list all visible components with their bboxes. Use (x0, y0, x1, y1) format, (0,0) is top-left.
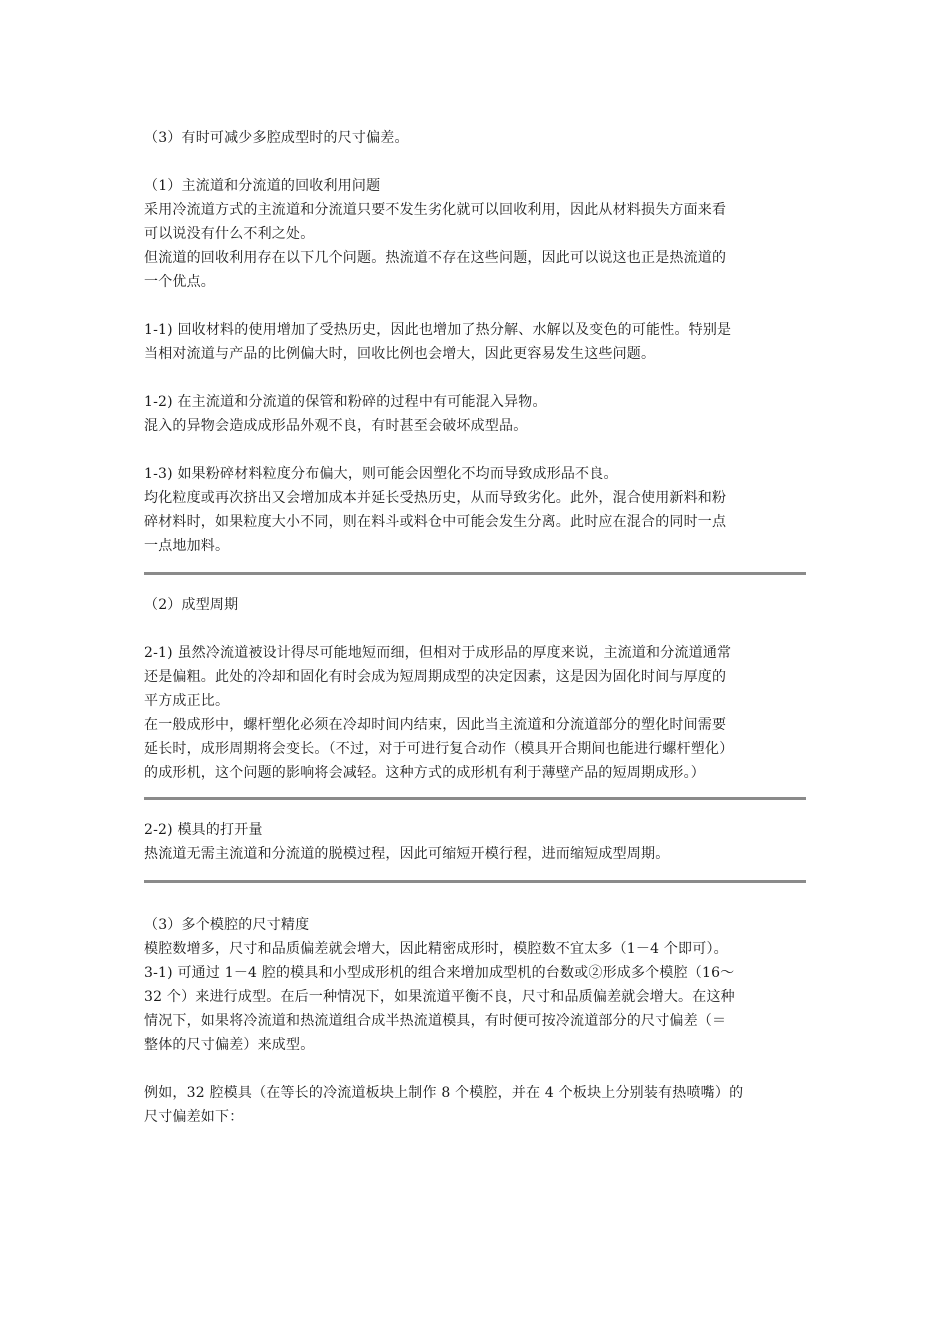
paragraph-line: 整体的尺寸偏差）来成型。 (144, 1037, 315, 1053)
paragraph-line: 碎材料时，如果粒度大小不同，则在料斗或料仓中可能会发生分离。此时应在混合的同时一点 (144, 514, 727, 530)
paragraph-line: 情况下，如果将冷流道和热流道组合成半热流道模具，有时便可按冷流道部分的尺寸偏差（＝ (144, 1013, 727, 1029)
paragraph-line: 2-2) 模具的打开量 (144, 822, 263, 838)
document-page (144, 126, 808, 1129)
paragraph-line: 还是偏粗。此处的冷却和固化有时会成为短周期成型的决定因素，这是因为固化时间与厚度的 (144, 669, 727, 685)
paragraph-line: 模腔数增多，尺寸和品质偏差就会增大，因此精密成形时，模腔数不宜太多（1－4 个即可）。 (144, 941, 728, 957)
paragraph-line: 但流道的回收利用存在以下几个问题。热流道不存在这些问题，因此可以说这也正是热流道的 (144, 250, 727, 266)
paragraph-line: 在一般成形中，螺杆塑化必须在冷却时间内结束，因此当主流道和分流道部分的塑化时间需要 (144, 717, 727, 733)
paragraph-line: 延长时，成形周期将会变长。（不过，对于可进行复合动作（模具开合期间也能进行螺杆塑化） (144, 741, 734, 757)
section2-heading: （2）成型周期 (144, 597, 239, 613)
paragraph-line: 平方成正比。 (144, 693, 230, 709)
paragraph-line: 1-1) 回收材料的使用增加了受热历史，因此也增加了热分解、水解以及变色的可能性。特别是 (144, 322, 732, 338)
paragraph-line: 1-2) 在主流道和分流道的保管和粉碎的过程中有可能混入异物。 (144, 394, 547, 410)
paragraph-line: 一个优点。 (144, 274, 215, 290)
paragraph-line: 尺寸偏差如下： (144, 1109, 244, 1125)
paragraph-line: 的成形机，这个问题的影响将会减轻。这种方式的成形机有利于薄壁产品的短周期成形。） (144, 765, 705, 781)
paragraph-line: 可以说没有什么不利之处。 (144, 226, 315, 242)
paragraph-line: 3-1) 可通过 1－4 腔的模具和小型成形机的组合来增加成型机的台数或②形成多个模腔（16～ (144, 965, 735, 981)
paragraph-line: 采用冷流道方式的主流道和分流道只要不发生劣化就可以回收利用，因此从材料损失方面来看 (144, 202, 727, 218)
paragraph-line: 混入的异物会造成成形品外观不良，有时甚至会破坏成型品。 (144, 418, 528, 434)
section1-heading: （1）主流道和分流道的回收利用问题 (144, 178, 381, 194)
paragraph-line: 当相对流道与产品的比例偏大时，回收比例也会增大，因此更容易发生这些问题。 (144, 346, 656, 362)
paragraph-line: 2-1) 虽然冷流道被设计得尽可能地短而细，但相对于成形品的厚度来说，主流道和分流道通常 (144, 645, 732, 661)
paragraph-line: 1-3) 如果粉碎材料粒度分布偏大，则可能会因塑化不均而导致成形品不良。 (144, 466, 618, 482)
paragraph-line: 32 个）来进行成型。在后一种情况下，如果流道平衡不良，尺寸和品质偏差就会增大。在这种 (144, 989, 735, 1005)
paragraph-line: 热流道无需主流道和分流道的脱模过程，因此可缩短开模行程，进而缩短成型周期。 (144, 846, 670, 862)
paragraph-line: 均化粒度或再次挤出又会增加成本并延长受热历史，从而导致劣化。此外，混合使用新料和粉 (144, 490, 727, 506)
intro-line: （3）有时可减少多腔成型时的尺寸偏差。 (144, 130, 409, 146)
paragraph-line: 例如，32 腔模具（在等长的冷流道板块上制作 8 个模腔，并在 4 个板块上分别装有热喷嘴）的 (144, 1085, 744, 1101)
section3-heading: （3）多个模腔的尺寸精度 (144, 917, 310, 933)
paragraph-line: 一点地加料。 (144, 538, 230, 554)
